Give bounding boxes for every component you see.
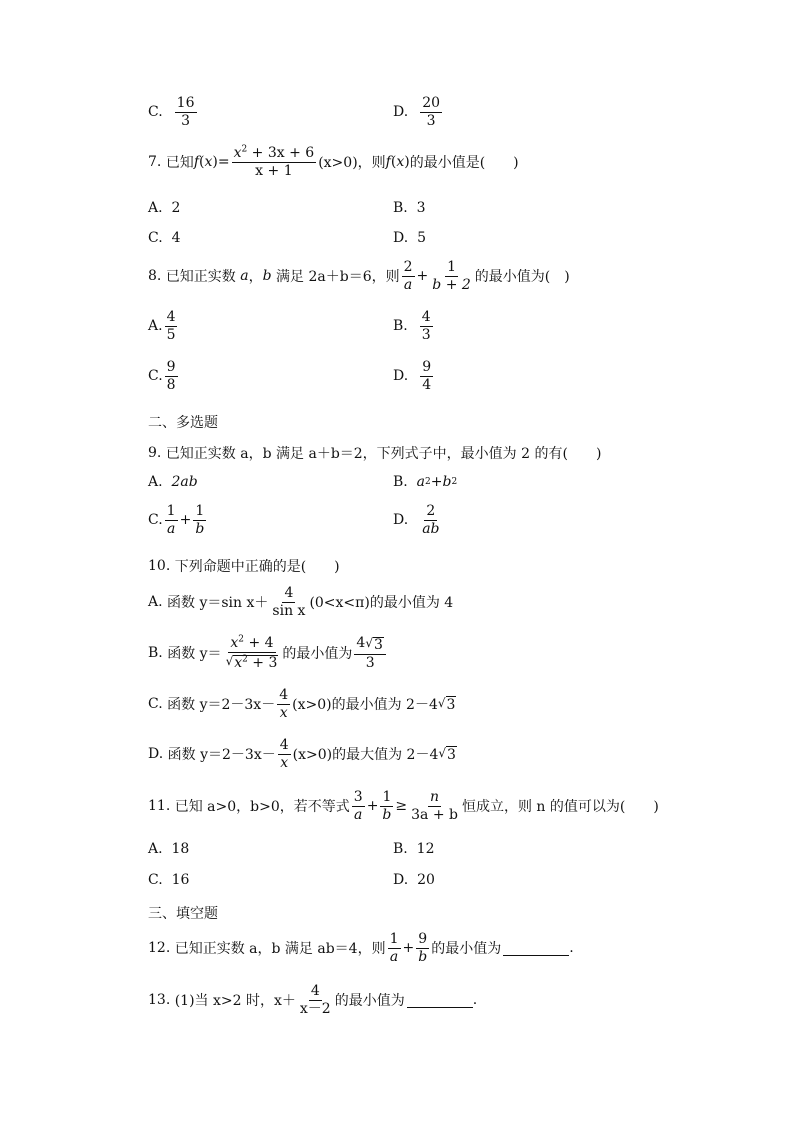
q10-option-c: C. 函数 y＝2－3x－ $\frac{4}{x}$ (x>0)的最小值为 2－4 √ 3 — [148, 687, 456, 721]
q8-option-a: A. $\frac{4}{5}$ — [148, 309, 176, 343]
q6-option-d: D. $\frac{20}{3}$ — [393, 95, 441, 129]
q7-option-d: D. 5 — [393, 230, 427, 246]
answer-blank[interactable] — [407, 993, 473, 1008]
q9-stem: 9. 已知正实数 a，b 满足 a＋b＝2，下列式子中，最小值为 2 的有( ) — [148, 445, 602, 462]
fraction: $\frac{1}{b + 2}$ — [432, 259, 471, 293]
sqrt: √ 3 — [438, 745, 456, 763]
fraction: $\frac{4}{3}$ — [421, 309, 431, 343]
fraction: 4 √ 3 3 — [354, 636, 386, 670]
section-heading-multi-choice: 二、多选题 — [148, 415, 218, 431]
q9-option-c: C. $\frac{1}{a}$ + $\frac{1}{b}$ — [148, 503, 205, 537]
q11-stem: 11. 已知 a>0，b>0，若不等式 $\frac{3}{a}$ + $\frac{1}{b}$ ≥ $\frac{n}{3a + b}$ 恒成立，则 n 的值可以为( ) — [148, 789, 659, 823]
sqrt: √ $x^2 + 3$ — [225, 653, 278, 671]
q11-option-b: B. 12 — [393, 841, 435, 857]
q13-stem: 13. (1)当 x>2 时，x＋ $\frac{4}{x-2}$ 的最小值为 . — [148, 983, 478, 1017]
fraction: $\frac{9}{b}$ — [418, 931, 428, 965]
section-heading-fill-in: 三、填空题 — [148, 906, 218, 922]
fraction: $\frac{1}{b}$ — [382, 789, 392, 823]
q12-stem: 12. 已知正实数 a，b 满足 ab＝4，则 $\frac{1}{a}$ + $\frac{9}{b}$ 的最小值为 . — [148, 931, 574, 965]
fraction: $\frac{2}{ab}$ — [422, 503, 440, 537]
fraction: $\frac{16}{3}$ — [176, 95, 195, 129]
fraction: $\frac{1}{b}$ — [195, 503, 205, 537]
fraction: $\frac{n}{3a + b}$ — [411, 789, 458, 823]
q10-option-b: B. 函数 y＝ $x^2 + 4$ √ $x^2 + 3$ 的最小值为 4 √ 3 3 — [148, 636, 388, 670]
q9-option-b: B. a 2 +b 2 — [393, 474, 458, 490]
q7-option-c: C. 4 — [148, 230, 181, 246]
q11-option-d: D. 20 — [393, 872, 435, 888]
q7-stem: 7. 已知 f ( x ) = $\frac{x^2 + 3x + 6}{x + 1}$ (x>0)，则 f ( x ) 的最小值是( ) — [148, 144, 519, 179]
sqrt: √ 3 — [437, 695, 456, 713]
fraction: $\frac{2}{a}$ — [403, 259, 413, 293]
q7-option-b: B. 3 — [393, 200, 426, 216]
fraction: $\frac{4}{5}$ — [166, 309, 176, 343]
q8-stem: 8. 已知正实数 a ， b 满足 2a＋b＝6，则 $\frac{2}{a}$ + $\frac{1}{b + 2}$ 的最小值为( ) — [148, 259, 570, 293]
q10-option-d: D. 函数 y＝2－3x－ $\frac{4}{x}$ (x>0)的最大值为 2－4 √ 3 — [148, 737, 456, 771]
fraction: $\frac{1}{a}$ — [389, 931, 399, 965]
q8-option-c: C. $\frac{9}{8}$ — [148, 359, 176, 393]
fraction: $\frac{4}{\text{sin x}}$ — [272, 585, 306, 619]
q10-stem: 10. 下列命题中正确的是( ) — [148, 558, 340, 575]
q11-option-c: C. 16 — [148, 872, 190, 888]
fraction: $\frac{4}{x-2}$ — [299, 983, 331, 1017]
fraction: $\frac{4}{x}$ — [279, 687, 289, 721]
fraction: $\frac{x^2 + 3x + 6}{x + 1}$ — [233, 144, 315, 179]
answer-blank[interactable] — [503, 941, 569, 956]
fraction: $\frac{3}{a}$ — [353, 789, 363, 823]
fraction: $\frac{9}{4}$ — [422, 359, 432, 393]
q8-option-b: B. $\frac{4}{3}$ — [393, 309, 431, 343]
q11-option-a: A. 18 — [148, 841, 190, 857]
q10-option-a: A. 函数 y＝sin x＋ $\frac{4}{\text{sin x}}$ (0<x<π)的最小值为 4 — [148, 585, 454, 619]
q9-option-a: A. 2ab — [148, 474, 198, 490]
fraction: $\frac{4}{x}$ — [279, 737, 289, 771]
sqrt: √ 3 — [365, 636, 383, 653]
q8-option-d: D. $\frac{9}{4}$ — [393, 359, 432, 393]
q9-option-d: D. $\frac{2}{ab}$ — [393, 503, 440, 537]
fraction: $\frac{1}{a}$ — [166, 503, 176, 537]
fraction: $\frac{20}{3}$ — [422, 95, 441, 129]
q6-option-c: C. $\frac{16}{3}$ — [148, 95, 195, 129]
q7-option-a: A. 2 — [148, 200, 181, 216]
fraction: $\frac{9}{8}$ — [166, 359, 176, 393]
fraction: $x^2 + 4$ √ $x^2 + 3$ — [225, 634, 278, 671]
